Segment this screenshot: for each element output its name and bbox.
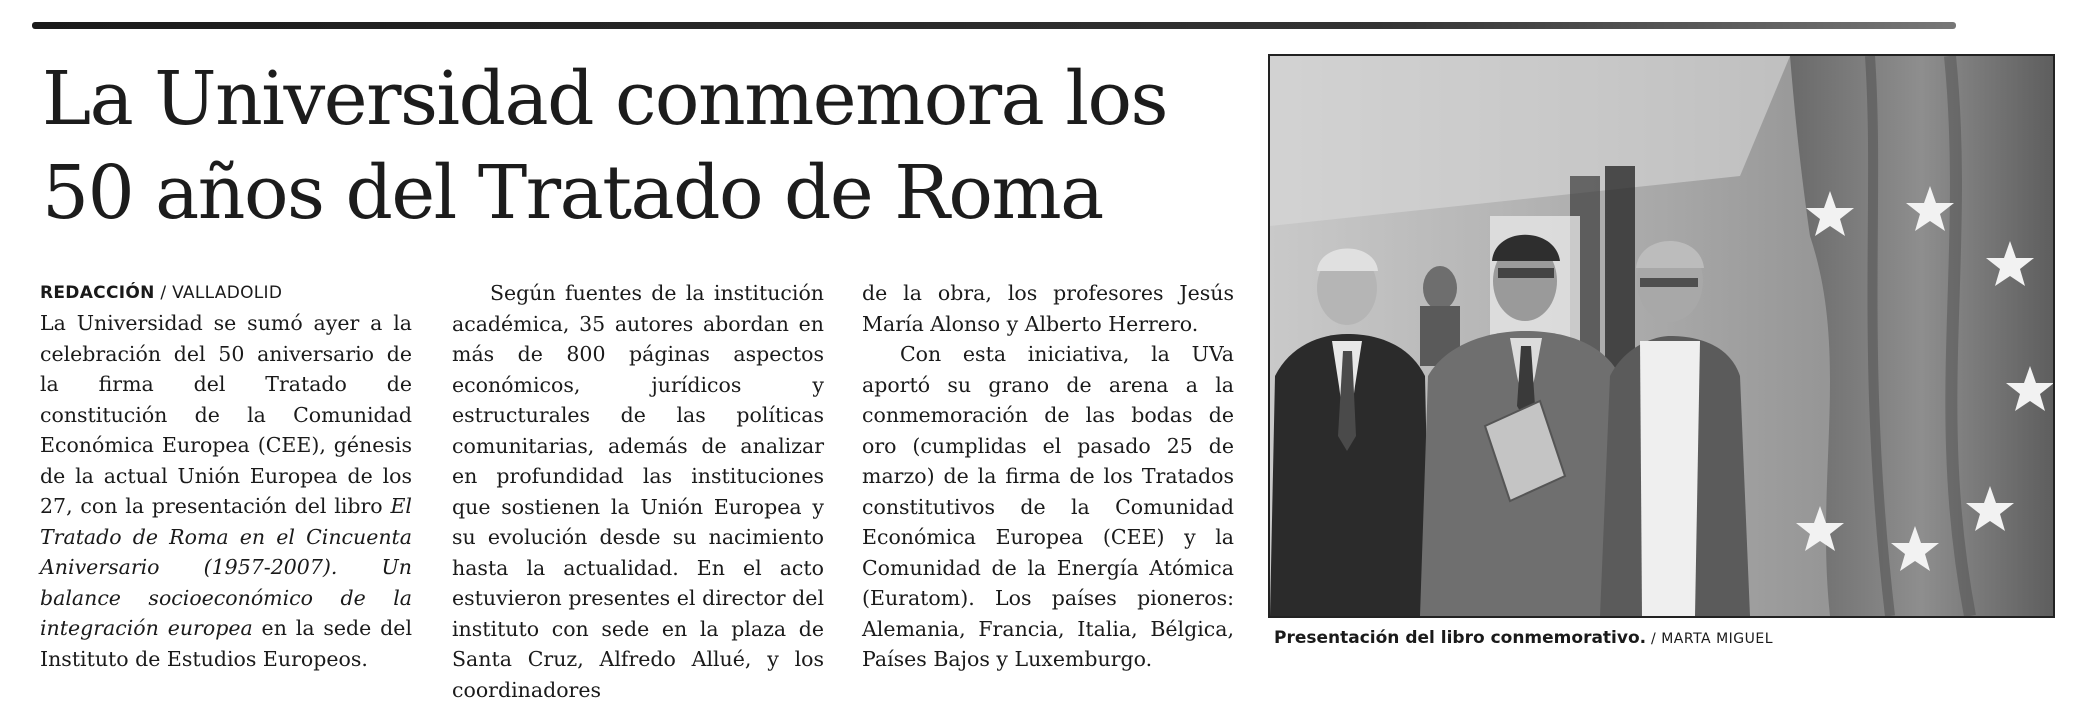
article-column-1 [40, 278, 412, 674]
lead-paragraph [40, 308, 412, 674]
article-column-3 [862, 278, 1234, 675]
body-paragraph: Según fuentes de la institución académica, 35 autores abordan en más de 800 páginas aspectos económicos, jurídicos y estructurales de las políticas comunitarias, además de analizar en profundidad las instituciones que sostienen la Unión Europea y su evolución desde su nacimiento hasta la actualidad. En el acto estuvieron presentes el director del instituto con sede en la plaza de Santa Cruz, Alfredo Allué, y los coordinadores [452, 281, 824, 702]
lead-text-end: en la sede del Instituto de Estudios Europeos. [40, 616, 412, 671]
lead-text: La Universidad se sumó ayer a la celebración del 50 aniversario de la firma del Tratado de constitución de la Comunidad Económica Europea (CEE), génesis de la actual Unión Europea de los 27, con la presentación del libro [40, 311, 412, 518]
top-rule [32, 22, 1956, 29]
headline [42, 52, 1242, 240]
caption-text: Presentación del libro conmemorativo. [1274, 628, 1647, 648]
body-paragraph: Con esta iniciativa, la UVa aportó su grano de arena a la conmemoración de las bodas de oro (cumplidas el pasado 25 de marzo) de la firma de los Tratados constitutivos de la Comunidad Económica Europea (CEE) y la Comunidad de la Energía Atómica (Euratom). Los países pioneros: Alemania, Francia, Italia, Bélgica, Países Bajos y Luxemburgo. [862, 342, 1234, 671]
photo-illustration [1270, 56, 2053, 616]
body-paragraph-continued: de la obra, los profesores Jesús María Alonso y Alberto Herrero. [862, 281, 1234, 336]
news-photo [1268, 54, 2055, 618]
byline-city: VALLADOLID [172, 283, 283, 303]
byline [40, 278, 412, 308]
photo-caption [1274, 628, 2054, 648]
headline-line-1: La Universidad conmemora los [42, 56, 1168, 142]
book-title: El Tratado de Roma en el Cincuenta Aniversario (1957-2007). Un balance socioeconómico de la integración europea [40, 494, 412, 640]
byline-section: REDACCIÓN [40, 283, 155, 303]
photo-credit: / MARTA MIGUEL [1646, 631, 1774, 647]
headline-line-2: 50 años del Tratado de Roma [42, 150, 1103, 236]
byline-separator: / [154, 283, 173, 303]
article-column-2 [452, 278, 824, 705]
